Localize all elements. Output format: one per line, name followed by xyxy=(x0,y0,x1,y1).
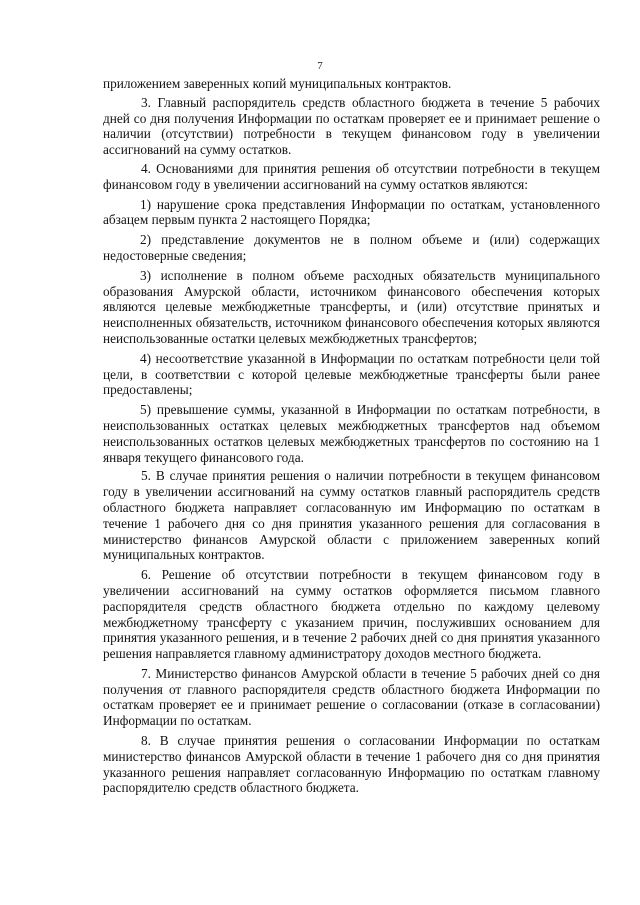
paragraph-item-5: 5. В случае принятия решения о наличии потребности в текущем финансовом году в увеличении ассигнований на сумму остатков главный распорядитель средств областного бюджета направляет согласованную им Информацию по остаткам в течение 1 рабочего дня со дня принятия указанного решения для согласования в министерство финансов Амурской области с приложением заверенных копий муниципальных контрактов. xyxy=(103,468,600,563)
subparagraph-3: 3) исполнение в полном объеме расходных обязательств муниципального образования Амурской области, источником финансового обеспечения которых являются целевые межбюджетные трансферты, и (или) отсутствие принятых и неисполненных обязательств, источником финансового обеспечения которых являются неиспользованные остатки целевых межбюджетных трансфертов; xyxy=(103,267,600,346)
subparagraph-5: 5) превышение суммы, указанной в Информации по остаткам потребности, в неиспользованных остатках целевых межбюджетных трансфертов над объемом неиспользованных остатков целевых межбюджетных трансфертов по состоянию на 1 января текущего финансового года. xyxy=(103,402,600,465)
page-number: 7 xyxy=(317,60,323,72)
paragraph-item-4: 4. Основаниями для принятия решения об отсутствии потребности в текущем финансовом году в увеличении ассигнований на сумму остатков являются: xyxy=(103,160,600,192)
subparagraph-4: 4) несоответствие указанной в Информации по остаткам потребности цели той цели, в соответствии с которой целевые межбюджетные трансферты были ранее предоставлены; xyxy=(103,350,600,398)
paragraph-item-8: 8. В случае принятия решения о согласовании Информации по остаткам министерство финансов Амурской области в течение 1 рабочего дня со дня принятия указанного решения направляет согласованную Информацию по остаткам главному распорядителю средств областного бюджета. xyxy=(103,733,600,796)
document-body xyxy=(103,76,600,799)
paragraph-item-7: 7. Министерство финансов Амурской области в течение 5 рабочих дней со дня получения от главного распорядителя средств областного бюджета Информации по остаткам проверяет ее и принимает решение о согласовании (отказе в согласовании) Информации по остаткам. xyxy=(103,665,600,729)
paragraph-item-6: 6. Решение об отсутствии потребности в текущем финансовом году в увеличении ассигнований на сумму остатков оформляется письмом главного распорядителя средств областного бюджета отдельно по каждому целевому межбюджетному трансферту с указанием причин, послуживших основанием для принятия указанного решения, и в течение 2 рабочих дней со дня принятия указанного решения направляется главному администратору доходов местного бюджета. xyxy=(103,567,600,662)
subparagraph-2: 2) представление документов не в полном объеме и (или) содержащих недостоверные сведения; xyxy=(103,232,600,263)
paragraph-item-3: 3. Главный распорядитель средств областного бюджета в течение 5 рабочих дней со дня получения Информации по остаткам проверяет ее и принимает решение о наличии (отсутствии) потребности в текущем финансовом году в увеличении ассигнований на сумму остатков. xyxy=(103,94,600,158)
paragraph-continuation: приложением заверенных копий муниципальных контрактов. xyxy=(103,76,452,91)
subparagraph-1: 1) нарушение срока представления Информации по остаткам, установленного абзацем первым пункта 2 настоящего Порядка; xyxy=(103,196,600,228)
